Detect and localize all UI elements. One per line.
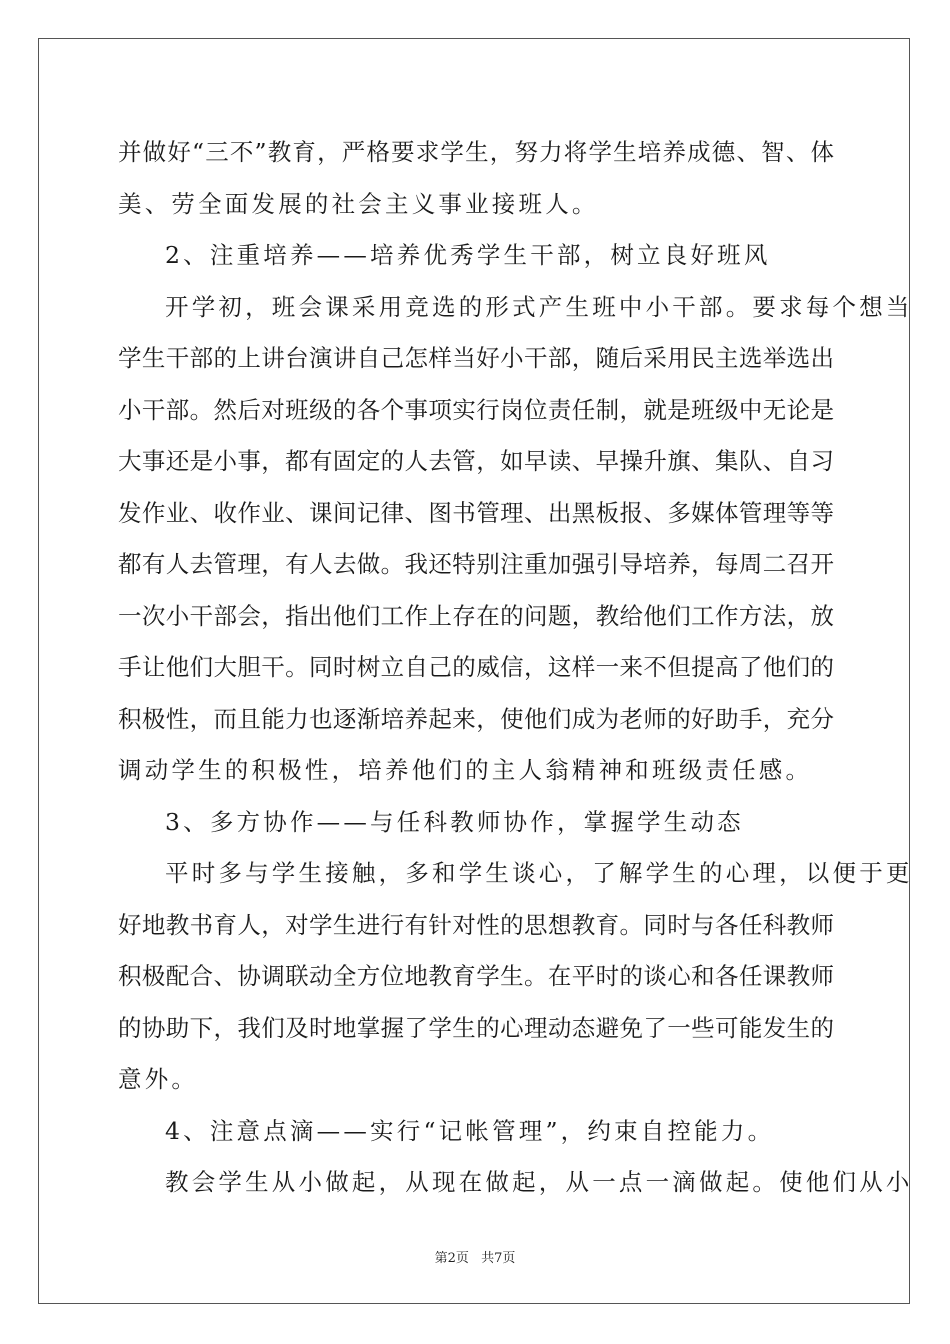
section-heading: 4、注意点滴——实行“记帐管理”，约束自控能力。 (165, 1116, 775, 1145)
paragraph-line: 美、劳全面发展的社会主义事业接班人。 (118, 189, 599, 218)
paragraph-line: 好地教书育人，对学生进行有针对性的思想教育。同时与各任科教师 (118, 910, 834, 939)
paragraph-line: 平时多与学生接触，多和学生谈心，了解学生的心理，以便于更 (165, 859, 913, 887)
page-footer (0, 1247, 950, 1266)
section-heading: 3、多方协作——与任科教师协作，掌握学生动态 (165, 807, 744, 836)
paragraph-line: 调动学生的积极性，培养他们的主人翁精神和班级责任感。 (118, 756, 813, 784)
paragraph-line: 都有人去管理，有人去做。我还特别注重加强引导培养，每周二召开 (118, 550, 834, 578)
paragraph-line: 大事还是小事，都有固定的人去管，如早读、早操升旗、集队、自习 (118, 447, 834, 475)
page-total: 共7页 (481, 1251, 516, 1266)
paragraph-line: 积极性，而且能力也逐渐培养起来，使他们成为老师的好助手，充分 (118, 704, 834, 733)
paragraph-line: 开学初，班会课采用竞选的形式产生班中小干部。要求每个想当 (165, 292, 913, 321)
paragraph-line: 手让他们大胆干。同时树立自己的威信，这样一来不但提高了他们的 (118, 653, 834, 681)
page-number: 第2页 (434, 1251, 469, 1266)
paragraph-line: 的协助下，我们及时地掌握了学生的心理动态避免了一些可能发生的 (118, 1013, 834, 1042)
paragraph-line: 意外。 (118, 1065, 199, 1093)
paragraph-line: 并做好“三不”教育，严格要求学生，努力将学生培养成德、智、体 (118, 138, 834, 166)
document-body (118, 127, 913, 1209)
section-heading: 2、注重培养——培养优秀学生干部，树立良好班风 (165, 241, 771, 269)
paragraph-line: 发作业、收作业、课间记律、图书管理、出黑板报、多媒体管理等等 (118, 498, 834, 527)
paragraph-line: 教会学生从小做起，从现在做起，从一点一滴做起。使他们从小 (165, 1168, 913, 1196)
paragraph-line: 学生干部的上讲台演讲自己怎样当好小干部，随后采用民主选举选出 (118, 344, 834, 372)
paragraph-line: 积极配合、协调联动全方位地教育学生。在平时的谈心和各任课教师 (118, 962, 834, 990)
paragraph-line: 小干部。然后对班级的各个事项实行岗位责任制，就是班级中无论是 (118, 395, 834, 424)
paragraph-line: 一次小干部会，指出他们工作上存在的问题，教给他们工作方法，放 (118, 601, 834, 630)
